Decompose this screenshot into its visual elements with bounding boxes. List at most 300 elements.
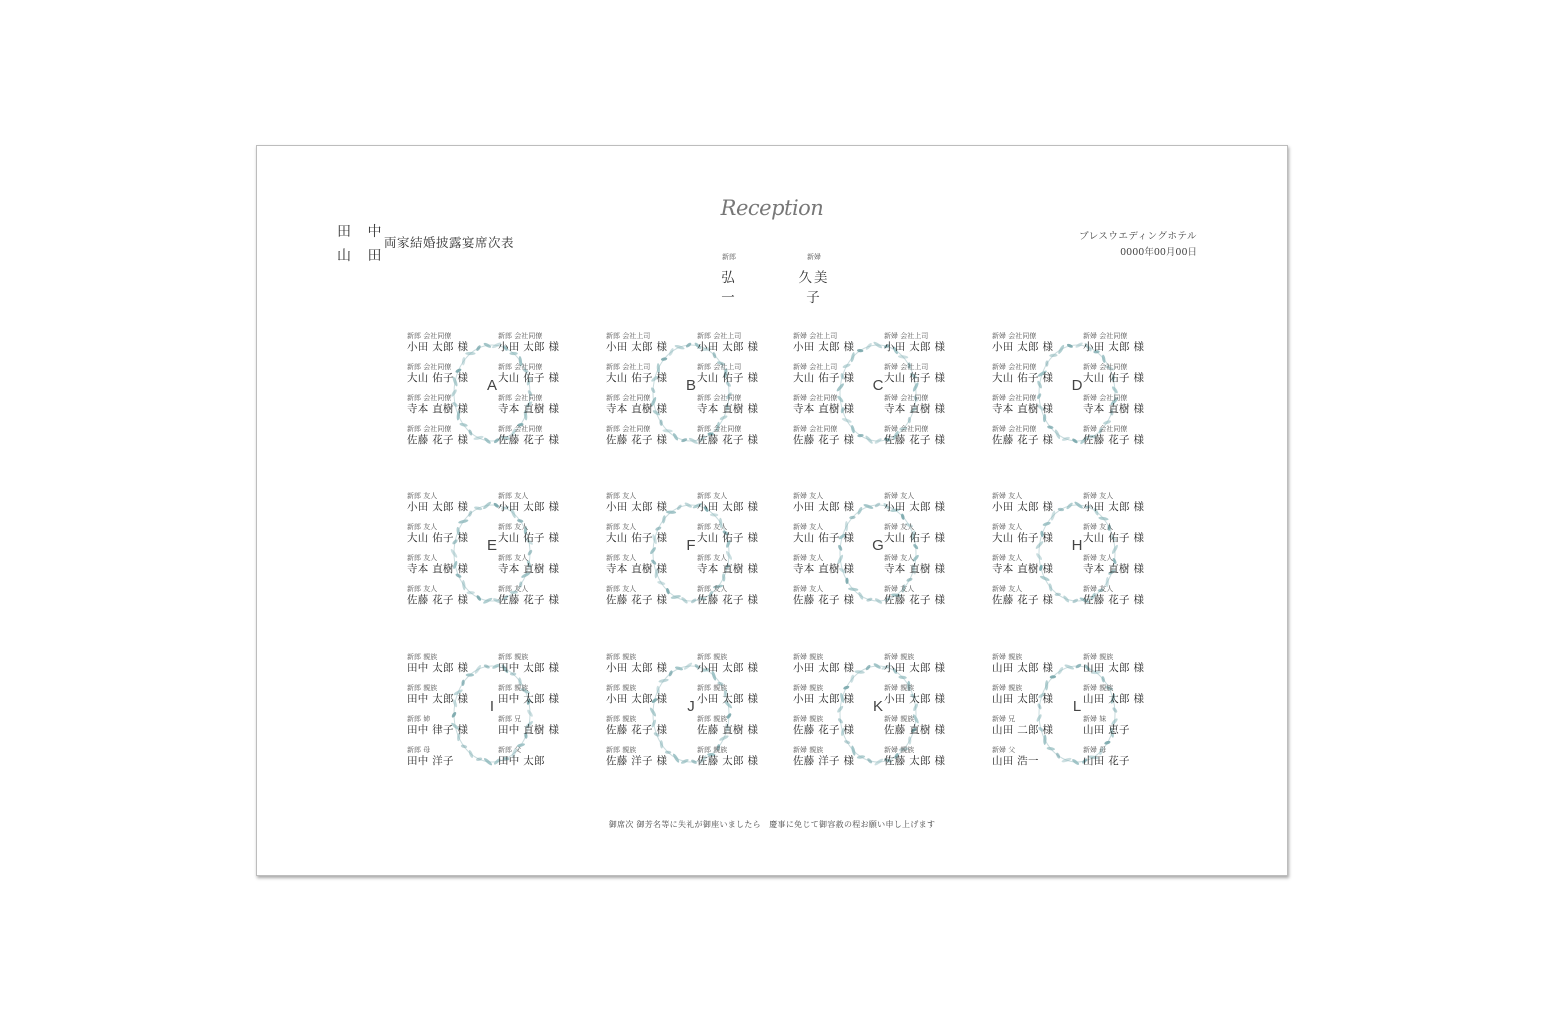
guest-seat [697, 523, 779, 545]
guest-name: 山田 太郎 様 [992, 662, 1054, 674]
guest-affiliation: 新婦 親族 [793, 715, 824, 723]
guest-name: 小田 太郎 様 [884, 662, 946, 674]
reception-script-title: Reception [720, 196, 824, 220]
guest-seat [884, 332, 966, 354]
guest-name: 田中 太郎 様 [498, 662, 560, 674]
guest-seat [1083, 363, 1165, 385]
guest-affiliation: 新郎 友人 [498, 554, 529, 562]
guest-affiliation: 新婦 会社同僚 [1083, 425, 1128, 433]
guest-name: 小田 太郎 様 [992, 341, 1054, 353]
table-label: H [1071, 537, 1083, 554]
guest-seat [407, 332, 489, 354]
guest-name: 佐藤 直樹 様 [884, 724, 946, 736]
guest-seat [793, 394, 875, 416]
guest-affiliation: 新婦 会社同僚 [793, 425, 838, 433]
guest-name: 寺本 直樹 様 [407, 563, 469, 575]
guest-name: 大山 佑子 様 [697, 372, 759, 384]
wreath-leaf [1104, 740, 1111, 745]
guest-name: 佐藤 花子 様 [606, 594, 668, 606]
guest-seat [697, 394, 779, 416]
guest-seat [606, 363, 688, 385]
guest-affiliation: 新郎 友人 [407, 492, 438, 500]
guest-name: 小田 太郎 様 [884, 693, 946, 705]
guest-name: 小田 太郎 様 [498, 501, 560, 513]
guest-seat [1083, 746, 1165, 768]
guest-name: 山田 花子 [1083, 755, 1130, 767]
guest-affiliation: 新婦 友人 [884, 585, 915, 593]
guest-seat [407, 523, 489, 545]
table-e [407, 492, 577, 614]
guest-name: 佐藤 洋子 様 [606, 755, 668, 767]
guest-seat [498, 684, 580, 706]
guest-affiliation: 新郎 会社上司 [697, 363, 742, 371]
guest-seat [1083, 715, 1165, 737]
guest-name: 田中 直樹 様 [498, 724, 560, 736]
guest-affiliation: 新郎 会社同僚 [498, 363, 543, 371]
guest-name: 小田 太郎 様 [884, 341, 946, 353]
guest-name: 佐藤 花子 様 [697, 434, 759, 446]
guest-affiliation: 新婦 会社同僚 [1083, 363, 1128, 371]
guest-affiliation: 新郎 友人 [407, 523, 438, 531]
guest-seat [992, 585, 1074, 607]
guest-seat [606, 746, 688, 768]
guest-affiliation: 新郎 会社上司 [697, 332, 742, 340]
guest-affiliation: 新婦 友人 [884, 492, 915, 500]
guest-seat [884, 363, 966, 385]
guest-name: 大山 佑子 様 [992, 532, 1054, 544]
guest-affiliation: 新婦 親族 [793, 746, 824, 754]
guest-name: 佐藤 花子 様 [498, 594, 560, 606]
guest-name: 大山 佑子 様 [992, 372, 1054, 384]
table-label: K [872, 698, 883, 715]
guest-seat [498, 492, 580, 514]
guest-seat [884, 554, 966, 576]
guest-name: 佐藤 太郎 様 [884, 755, 946, 767]
guest-name: 佐藤 花子 様 [884, 594, 946, 606]
guest-affiliation: 新婦 会社同僚 [884, 394, 929, 402]
guest-seat [606, 332, 688, 354]
guest-name: 小田 太郎 様 [606, 662, 668, 674]
bride-block [794, 252, 834, 306]
guest-affiliation: 新婦 会社上司 [793, 363, 838, 371]
wreath-leaf [658, 678, 669, 683]
guest-affiliation: 新婦 親族 [793, 653, 824, 661]
table-label: G [872, 537, 884, 554]
wreath-leaf [1101, 354, 1106, 363]
guest-affiliation: 新郎 会社同僚 [606, 394, 651, 402]
guest-seat [498, 425, 580, 447]
guest-affiliation: 新婦 妹 [1083, 715, 1107, 723]
guest-seat [884, 394, 966, 416]
guest-affiliation: 新婦 友人 [992, 523, 1023, 531]
table-j [606, 653, 776, 775]
wreath-leaf [898, 355, 909, 359]
guest-name: 大山 佑子 様 [793, 532, 855, 544]
guest-name: 佐藤 花子 様 [1083, 594, 1145, 606]
guest-seat [407, 684, 489, 706]
guest-seat [884, 492, 966, 514]
wreath-leaf [845, 578, 848, 584]
guest-seat [793, 425, 875, 447]
guest-affiliation: 新郎 友人 [606, 554, 637, 562]
guest-name: 山田 太郎 様 [1083, 662, 1145, 674]
guest-name: 佐藤 花子 様 [793, 594, 855, 606]
guest-affiliation: 新郎 友人 [697, 523, 728, 531]
guest-name: 佐藤 太郎 様 [697, 755, 759, 767]
guest-seat [884, 653, 966, 675]
event-title: 両家結婚披露宴席次表 [384, 235, 515, 250]
guest-affiliation: 新郎 会社同僚 [407, 332, 452, 340]
guest-seat [992, 746, 1074, 768]
guest-name: 寺本 直樹 様 [407, 403, 469, 415]
guest-name: 寺本 直樹 様 [697, 403, 759, 415]
guest-seat [1083, 653, 1165, 675]
guest-affiliation: 新婦 友人 [1083, 554, 1114, 562]
groom-name: 弘 一 [721, 270, 753, 306]
guest-affiliation: 新郎 友人 [697, 554, 728, 562]
guest-name: 寺本 直樹 様 [606, 403, 668, 415]
guest-affiliation: 新郎 親族 [606, 653, 637, 661]
venue-name: ブレスウエディングホテル [1079, 231, 1197, 242]
guest-name: 小田 太郎 様 [498, 341, 560, 353]
wreath-leaf [1098, 516, 1109, 521]
guest-name: 小田 太郎 様 [697, 501, 759, 513]
guest-name: 寺本 直樹 様 [498, 403, 560, 415]
guest-name: 山田 太郎 様 [1083, 693, 1145, 705]
guest-affiliation: 新婦 友人 [992, 585, 1023, 593]
guest-name: 山田 浩一 [992, 755, 1039, 767]
guest-seat [498, 715, 580, 737]
guest-seat [793, 746, 875, 768]
guest-affiliation: 新郎 会社同僚 [407, 425, 452, 433]
guest-affiliation: 新婦 母 [1083, 746, 1107, 754]
guest-seat [606, 425, 688, 447]
guest-affiliation: 新郎 親族 [697, 746, 728, 754]
table-b [606, 332, 776, 454]
table-l [992, 653, 1162, 775]
guest-seat [697, 492, 779, 514]
guest-seat [498, 523, 580, 545]
guest-affiliation: 新郎 会社同僚 [697, 394, 742, 402]
guest-name: 佐藤 花子 様 [606, 724, 668, 736]
guest-affiliation: 新婦 友人 [992, 554, 1023, 562]
guest-name: 田中 太郎 [498, 755, 545, 767]
guest-affiliation: 新郎 母 [407, 746, 431, 754]
guest-affiliation: 新婦 会社同僚 [1083, 394, 1128, 402]
wreath-leaf [661, 357, 668, 361]
guest-seat [793, 653, 875, 675]
guest-seat [498, 332, 580, 354]
guest-seat [606, 684, 688, 706]
guest-name: 寺本 直樹 様 [992, 403, 1054, 415]
guest-affiliation: 新婦 会社同僚 [992, 363, 1037, 371]
guest-seat [606, 653, 688, 675]
guest-affiliation: 新郎 父 [498, 746, 522, 754]
table-label: B [685, 377, 696, 394]
guest-affiliation: 新婦 友人 [884, 554, 915, 562]
guest-affiliation: 新婦 会社上司 [884, 332, 929, 340]
guest-name: 田中 太郎 様 [407, 662, 469, 674]
guest-name: 寺本 直樹 様 [1083, 403, 1145, 415]
guest-affiliation: 新婦 会社同僚 [793, 394, 838, 402]
guest-seat [407, 394, 489, 416]
guest-affiliation: 新郎 会社同僚 [606, 425, 651, 433]
table-k [793, 653, 963, 775]
guest-seat [1083, 523, 1165, 545]
guest-seat [697, 684, 779, 706]
table-label: A [486, 377, 497, 394]
guest-seat [1083, 332, 1165, 354]
guest-affiliation: 新郎 兄 [498, 715, 522, 723]
guest-name: 佐藤 花子 様 [992, 434, 1054, 446]
guest-affiliation: 新婦 友人 [793, 585, 824, 593]
table-label: C [872, 377, 884, 394]
guest-name: 大山 佑子 様 [407, 372, 469, 384]
guest-affiliation: 新婦 会社同僚 [1083, 332, 1128, 340]
guest-seat [407, 653, 489, 675]
guest-affiliation: 新郎 友人 [407, 585, 438, 593]
guest-seat [697, 363, 779, 385]
groom-block [709, 252, 753, 306]
family-names [337, 220, 387, 268]
guest-seat [793, 554, 875, 576]
guest-seat [1083, 684, 1165, 706]
guest-seat [498, 394, 580, 416]
guest-affiliation: 新婦 会社上司 [793, 332, 838, 340]
guest-seat [606, 492, 688, 514]
guest-seat [697, 585, 779, 607]
guest-affiliation: 新郎 友人 [606, 585, 637, 593]
footer-note: 御席次 御芳名等に失礼が御座いましたら 慶事に免じて御容赦の程お願い申し上げます [608, 820, 936, 829]
table-c [793, 332, 963, 454]
guest-seat [992, 492, 1074, 514]
guest-name: 佐藤 花子 様 [793, 724, 855, 736]
guest-affiliation: 新婦 会社同僚 [992, 425, 1037, 433]
guest-seat [992, 363, 1074, 385]
guest-name: 寺本 直樹 様 [992, 563, 1054, 575]
guest-affiliation: 新郎 友人 [498, 523, 529, 531]
guest-name: 小田 太郎 様 [793, 501, 855, 513]
guest-seat [407, 554, 489, 576]
guest-affiliation: 新郎 会社同僚 [407, 394, 452, 402]
guest-name: 小田 太郎 様 [793, 662, 855, 674]
guest-name: 佐藤 花子 様 [1083, 434, 1145, 446]
guest-seat [498, 363, 580, 385]
guest-affiliation: 新婦 親族 [992, 653, 1023, 661]
guest-affiliation: 新婦 親族 [1083, 653, 1114, 661]
guest-seat [992, 523, 1074, 545]
guest-seat [884, 585, 966, 607]
table-i [407, 653, 577, 775]
guest-name: 小田 太郎 様 [793, 693, 855, 705]
wreath-leaf [906, 577, 913, 582]
guest-affiliation: 新郎 会社同僚 [407, 363, 452, 371]
guest-affiliation: 新婦 親族 [1083, 684, 1114, 692]
guest-seat [498, 554, 580, 576]
guest-seat [1083, 394, 1165, 416]
guest-name: 寺本 直樹 様 [884, 563, 946, 575]
guest-affiliation: 新婦 親族 [793, 684, 824, 692]
guest-affiliation: 新郎 会社上司 [606, 363, 651, 371]
guest-seat [793, 585, 875, 607]
seating-chart-card [256, 145, 1288, 876]
guest-seat [793, 363, 875, 385]
guest-affiliation: 新郎 親族 [697, 684, 728, 692]
guest-seat [793, 492, 875, 514]
guest-name: 田中 太郎 様 [498, 693, 560, 705]
guest-affiliation: 新郎 親族 [697, 653, 728, 661]
guest-seat [697, 746, 779, 768]
guest-affiliation: 新郎 友人 [606, 492, 637, 500]
guest-name: 小田 太郎 様 [992, 501, 1054, 513]
guest-name: 小田 太郎 様 [606, 341, 668, 353]
guest-name: 小田 太郎 様 [606, 501, 668, 513]
table-label: D [1071, 377, 1083, 394]
guest-name: 大山 佑子 様 [697, 532, 759, 544]
guest-affiliation: 新郎 姉 [407, 715, 431, 723]
guest-seat [1083, 425, 1165, 447]
table-label: J [687, 698, 695, 715]
wreath-leaf [841, 417, 852, 424]
guest-seat [407, 715, 489, 737]
table-a [407, 332, 577, 454]
guest-affiliation: 新郎 親族 [498, 684, 529, 692]
guest-seat [697, 554, 779, 576]
guest-affiliation: 新郎 会社同僚 [498, 425, 543, 433]
guest-affiliation: 新郎 友人 [697, 585, 728, 593]
guest-seat [498, 746, 580, 768]
guest-name: 寺本 直樹 様 [793, 403, 855, 415]
guest-seat [1083, 554, 1165, 576]
guest-name: 佐藤 洋子 様 [793, 755, 855, 767]
guest-seat [606, 523, 688, 545]
guest-seat [992, 554, 1074, 576]
guest-name: 佐藤 花子 様 [697, 594, 759, 606]
guest-name: 大山 佑子 様 [407, 532, 469, 544]
guest-name: 小田 太郎 様 [407, 501, 469, 513]
guest-name: 大山 佑子 様 [606, 532, 668, 544]
guest-name: 佐藤 花子 様 [407, 594, 469, 606]
wreath-leaf [1049, 354, 1058, 358]
wreath-leaf [849, 516, 856, 520]
guest-seat [407, 746, 489, 768]
guest-name: 寺本 直樹 様 [793, 563, 855, 575]
guest-name: 佐藤 花子 様 [992, 594, 1054, 606]
table-f [606, 492, 776, 614]
guest-seat [697, 715, 779, 737]
table-label: I [489, 698, 495, 715]
guest-name: 大山 佑子 様 [606, 372, 668, 384]
guest-name: 小田 太郎 様 [697, 693, 759, 705]
guest-affiliation: 新婦 父 [992, 746, 1016, 754]
guest-affiliation: 新郎 会社上司 [606, 332, 651, 340]
guest-affiliation: 新婦 親族 [884, 684, 915, 692]
guest-seat [407, 425, 489, 447]
guest-seat [793, 715, 875, 737]
guest-seat [606, 554, 688, 576]
guest-seat [793, 684, 875, 706]
bride-name: 久美子 [798, 270, 830, 306]
guest-name: 佐藤 花子 様 [407, 434, 469, 446]
guest-seat [793, 523, 875, 545]
guest-seat [407, 585, 489, 607]
guest-affiliation: 新婦 会社同僚 [992, 394, 1037, 402]
guest-name: 佐藤 花子 様 [498, 434, 560, 446]
guest-seat [407, 492, 489, 514]
table-d [992, 332, 1162, 454]
guest-name: 大山 佑子 様 [498, 532, 560, 544]
guest-name: 山田 二郎 様 [992, 724, 1054, 736]
guest-seat [606, 715, 688, 737]
guest-affiliation: 新郎 友人 [407, 554, 438, 562]
guest-affiliation: 新婦 会社同僚 [884, 425, 929, 433]
guest-affiliation: 新婦 会社上司 [884, 363, 929, 371]
guest-affiliation: 新郎 親族 [606, 746, 637, 754]
family-name-bride: 山 田 [337, 248, 388, 264]
guest-name: 山田 太郎 様 [992, 693, 1054, 705]
guest-name: 寺本 直樹 様 [697, 563, 759, 575]
guest-name: 田中 律子 様 [407, 724, 469, 736]
guest-seat [407, 363, 489, 385]
guest-affiliation: 新郎 会社同僚 [697, 425, 742, 433]
guest-name: 寺本 直樹 様 [884, 403, 946, 415]
guest-seat [498, 653, 580, 675]
wreath-leaf [898, 675, 907, 679]
guest-seat [992, 394, 1074, 416]
table-label: F [686, 537, 696, 554]
guest-affiliation: 新郎 友人 [697, 492, 728, 500]
guest-seat [606, 394, 688, 416]
bride-role-label: 新婦 [807, 253, 821, 261]
guest-seat [606, 585, 688, 607]
guest-name: 寺本 直樹 様 [1083, 563, 1145, 575]
guest-affiliation: 新婦 親族 [884, 746, 915, 754]
guest-affiliation: 新郎 親族 [697, 715, 728, 723]
table-label: L [1072, 698, 1082, 715]
guest-name: 小田 太郎 様 [884, 501, 946, 513]
guest-seat [992, 425, 1074, 447]
guest-seat [884, 523, 966, 545]
guest-affiliation: 新婦 友人 [992, 492, 1023, 500]
guest-name: 大山 佑子 様 [884, 372, 946, 384]
guest-name: 寺本 直樹 様 [606, 563, 668, 575]
guest-affiliation: 新婦 親族 [884, 715, 915, 723]
guest-affiliation: 新郎 会社同僚 [498, 332, 543, 340]
guest-affiliation: 新郎 親族 [407, 653, 438, 661]
guest-name: 小田 太郎 様 [793, 341, 855, 353]
guest-affiliation: 新郎 友人 [498, 585, 529, 593]
guest-seat [992, 684, 1074, 706]
guest-name: 小田 太郎 様 [407, 341, 469, 353]
guest-name: 大山 佑子 様 [884, 532, 946, 544]
guest-name: 小田 太郎 様 [606, 693, 668, 705]
guest-affiliation: 新婦 会社同僚 [992, 332, 1037, 340]
guest-name: 小田 太郎 様 [697, 662, 759, 674]
guest-name: 大山 佑子 様 [1083, 372, 1145, 384]
guest-affiliation: 新婦 友人 [1083, 492, 1114, 500]
guest-seat [793, 332, 875, 354]
guest-affiliation: 新婦 友人 [1083, 585, 1114, 593]
guest-seat [1083, 585, 1165, 607]
guest-affiliation: 新郎 友人 [498, 492, 529, 500]
event-date: 0000年00月00日 [1120, 247, 1197, 258]
guest-name: 佐藤 直樹 様 [697, 724, 759, 736]
guest-affiliation: 新郎 友人 [606, 523, 637, 531]
guest-name: 小田 太郎 様 [1083, 341, 1145, 353]
guest-affiliation: 新郎 会社同僚 [498, 394, 543, 402]
guest-name: 佐藤 花子 様 [606, 434, 668, 446]
guest-seat [697, 425, 779, 447]
